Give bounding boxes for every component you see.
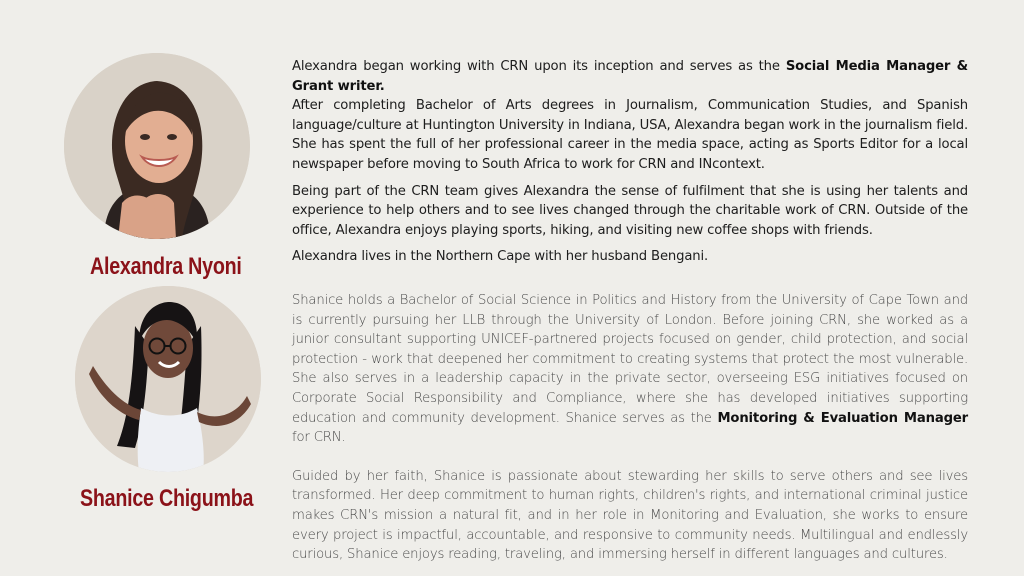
bio-paragraph: Guided by her faith, Shanice is passionate about stewarding her skills to serve others and see lives transformed. Her deep commitment to human rights, children's rights, and international criminal justice makes CRN's mission a natural fit, and in her role in Monitoring and Evaluation, she works to ensure every project is impactful, accountable, and responsive to community needs. Multilingual and endlessly curious, Shanice enjoys reading, traveling, and immersing herself in different languages and cultures. — [292, 468, 968, 563]
bio-text: Alexandra began working with CRN upon its inception and serves as the — [292, 59, 786, 74]
shanice-photo — [75, 286, 261, 472]
bio-paragraph — [292, 291, 968, 448]
bio-paragraph: Alexandra lives in the Northern Cape with her husband Bengani. — [292, 249, 709, 265]
profile-name: Shanice Chigumba — [80, 485, 254, 512]
alexandra-photo — [64, 53, 250, 239]
bio-text: for CRN. — [292, 430, 346, 446]
bio-text: After completing Bachelor of Arts degrees in Journalism, Communication Studies, and Spanish language/culture at Huntington University in Indiana, USA, Alexandra began work in the journalism field. She has spent the full of her professional career in the media space, acting as Sports Editor for a local newspaper before moving to South Africa to work for CRN and INcontext. — [292, 98, 968, 172]
bio-text: Shanice holds a Bachelor of Social Science in Politics and History from the University of Cape Town and is currently pursuing her LLB through the University of London. Before joining CRN, she worked as a junior consultant supporting UNICEF-partnered projects focused on gender, child protection, and social protection - work that deepened her commitment to creating systems that protect the most vulnerable. She also serves in a leadership capacity in the private sector, overseeing ESG initiatives focused on Corporate Social Responsibility and Compliance, where she has developed initiatives supporting education and community development. Shanice serves as the — [292, 293, 968, 426]
bio-paragraph — [292, 57, 968, 175]
profile-bio-alexandra — [292, 57, 968, 267]
profile-bio-shanice — [292, 291, 968, 565]
job-title: Social Media Manager & Grant writer. — [292, 59, 968, 94]
job-title: Monitoring & Evaluation Manager — [717, 410, 969, 426]
portrait-woman-smiling-image — [64, 53, 250, 239]
bio-paragraph: Being part of the CRN team gives Alexandra the sense of fulfilment that she is using her talents and experience to help others and to see lives changed through the charitable work of CRN. Outside of the office, Alexandra enjoys playing sports, hiking, and visiting new coffee shops with friends. — [292, 183, 968, 238]
profile-name: Alexandra Nyoni — [90, 253, 242, 280]
portrait-woman-glasses-image — [75, 286, 261, 472]
